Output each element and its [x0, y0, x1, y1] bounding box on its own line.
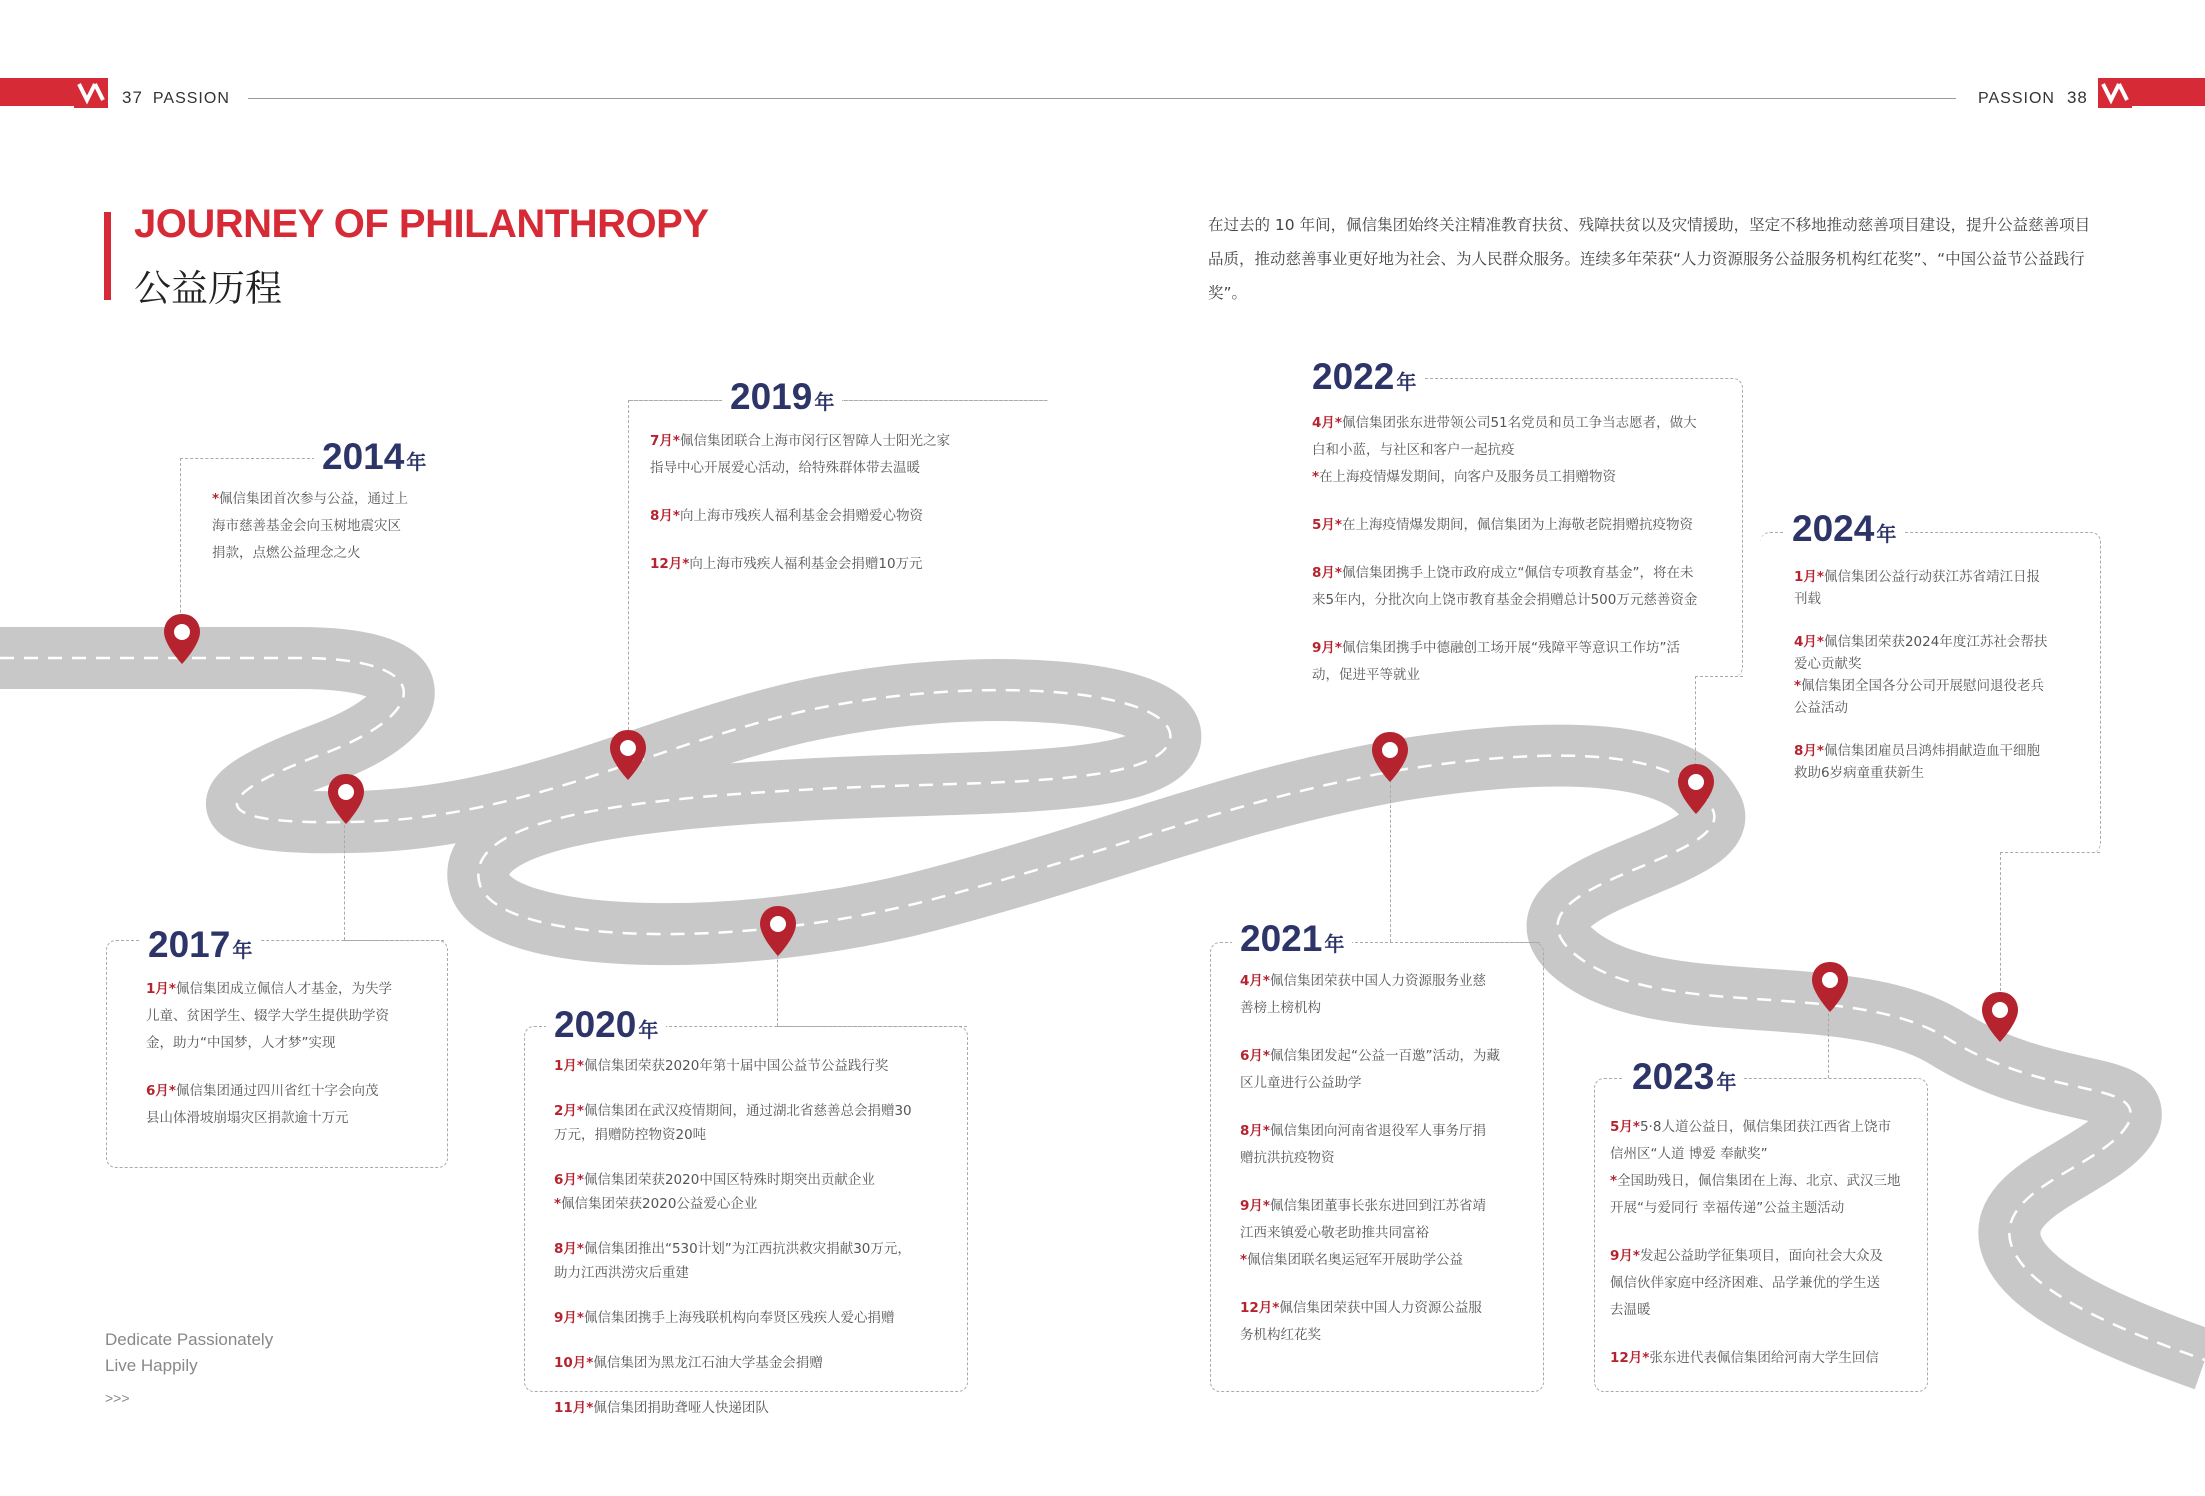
- timeline-entry: [146, 1078, 446, 1132]
- entry-line: 4月*佩信集团荣获2024年度江苏社会帮扶: [1794, 634, 2048, 650]
- entry-line: 12月*佩信集团荣获中国人力资源公益服: [1240, 1300, 1482, 1316]
- entry-month: 8月: [650, 508, 673, 524]
- entry-line: 善榜上榜机构: [1240, 1000, 1321, 1016]
- bullet-star: *: [682, 556, 690, 572]
- entry-month: 1月: [146, 981, 169, 997]
- entry-line: 8月*向上海市残疾人福利基金会捐赠爱心物资: [650, 508, 923, 524]
- connector-2014-h: [180, 458, 320, 459]
- entry-month: 4月: [1312, 415, 1335, 431]
- bullet-star: *: [1272, 1300, 1280, 1316]
- map-pin-icon: [1810, 960, 1850, 1014]
- entry-month: 9月: [1240, 1198, 1263, 1214]
- entry-line: 6月*佩信集团通过四川省红十字会向茂: [146, 1083, 379, 1099]
- year-2017: 2017 年: [140, 924, 260, 971]
- entry-line: 公益活动: [1794, 700, 1848, 716]
- bullet-star: *: [1262, 1048, 1270, 1064]
- entry-line: 11月*佩信集团捐助聋哑人快递团队: [554, 1400, 769, 1416]
- page-title-en: JOURNEY OF PHILANTHROPY: [134, 202, 709, 246]
- map-pin-icon: [1370, 730, 1410, 784]
- bullet-star: *: [1312, 469, 1320, 485]
- entry-month: 6月: [1240, 1048, 1263, 1064]
- timeline-entry: [1610, 1114, 1930, 1222]
- bullet-star: *: [576, 1103, 584, 1119]
- entry-month: 12月: [650, 556, 683, 572]
- entry-line: *全国助残日，佩信集团在上海、北京、武汉三地: [1610, 1173, 1901, 1189]
- entry-month: 5月: [1312, 517, 1335, 533]
- bullet-star: *: [1816, 743, 1824, 759]
- bullet-star: *: [1262, 1198, 1270, 1214]
- map-pin-icon: [758, 904, 798, 958]
- section-label-right: PASSION: [1978, 90, 2055, 107]
- entry-line: 8月*佩信集团雇员吕鸿炜捐献造血干细胞: [1794, 743, 2040, 759]
- bullet-star: *: [554, 1196, 562, 1212]
- entry-month: 4月: [1240, 973, 1263, 989]
- map-pin-icon: [162, 612, 202, 666]
- entry-month: 12月: [1610, 1350, 1643, 1366]
- entry-line: *佩信集团联名奥运冠军开展助学公益: [1240, 1252, 1464, 1268]
- bullet-star: *: [1262, 973, 1270, 989]
- entry-line: 5月*5·8人道公益日，佩信集团获江西省上饶市: [1610, 1119, 1891, 1135]
- bullet-star: *: [1632, 1119, 1640, 1135]
- entry-month: 1月: [554, 1058, 577, 1074]
- entry-line: 佩信伙伴家庭中经济困难、品学兼优的学生送: [1610, 1275, 1880, 1291]
- year-2014: 2014 年: [314, 436, 434, 483]
- entry-month: 6月: [554, 1172, 577, 1188]
- entry-line: 12月*向上海市残疾人福利基金会捐赠10万元: [650, 556, 923, 572]
- entry-line: 2月*佩信集团在武汉疫情期间，通过湖北省慈善总会捐赠30: [554, 1103, 912, 1119]
- timeline-entry: [1312, 410, 1742, 491]
- timeline-entry: [1240, 1118, 1540, 1172]
- bullet-star: *: [1240, 1252, 1248, 1268]
- entry-line: 动，促进平等就业: [1312, 667, 1420, 683]
- timeline-entry: [650, 503, 1050, 530]
- entries-2022: [1312, 410, 1742, 710]
- timeline-entry: [1312, 635, 1742, 689]
- entry-line: 来5年内，分批次向上饶市教育基金会捐赠总计500万元慈善资金: [1312, 592, 1698, 608]
- timeline-entry: [554, 1168, 974, 1216]
- entries-2019: [650, 428, 1050, 599]
- map-pin-icon: [1676, 762, 1716, 816]
- timeline-entry: [1610, 1345, 1930, 1372]
- entry-line: 10月*佩信集团为黑龙江石油大学基金会捐赠: [554, 1355, 823, 1371]
- entry-line: 县山体滑坡崩塌灾区捐款逾十万元: [146, 1110, 349, 1126]
- bullet-star: *: [586, 1400, 594, 1416]
- map-pin-icon: [1980, 990, 2020, 1044]
- entry-month: 8月: [554, 1241, 577, 1257]
- map-pin-icon: [326, 772, 366, 826]
- timeline-entry: [554, 1099, 974, 1147]
- bullet-star: *: [576, 1241, 584, 1257]
- entry-line: 去温暖: [1610, 1302, 1651, 1318]
- timeline-entry: [1610, 1243, 1930, 1324]
- timeline-entry: [1240, 1193, 1540, 1274]
- connector-2014: [180, 458, 181, 638]
- connector-2019: [628, 400, 629, 745]
- bullet-star: *: [1334, 565, 1342, 581]
- entry-line: 救助6岁病童重获新生: [1794, 765, 1925, 781]
- entry-month: 5月: [1610, 1119, 1633, 1135]
- timeline-entry: [554, 1306, 974, 1330]
- bullet-star: *: [576, 1310, 584, 1326]
- entry-line: 区儿童进行公益助学: [1240, 1075, 1362, 1091]
- bullet-star: *: [1816, 569, 1824, 585]
- entry-line: *佩信集团全国各分公司开展慰问退役老兵: [1794, 678, 2045, 694]
- bullet-star: *: [1334, 640, 1342, 656]
- year-2023: 2023 年: [1624, 1056, 1744, 1103]
- entry-line: 8月*佩信集团携手上饶市政府成立“佩信专项教育基金”，将在未: [1312, 565, 1694, 581]
- entry-line: 4月*佩信集团张东进带领公司51名党员和员工争当志愿者，做大: [1312, 415, 1697, 431]
- timeline-entry: [1312, 512, 1742, 539]
- bullet-star: *: [168, 981, 176, 997]
- entry-month: 2月: [554, 1103, 577, 1119]
- bullet-star: *: [1816, 634, 1824, 650]
- timeline-entry: [146, 976, 446, 1057]
- page-number-left: 37: [122, 88, 143, 107]
- entry-line: 儿童、贫困学生、辍学大学生提供助学资: [146, 1008, 389, 1024]
- footer-slogan-2: Live Happily: [105, 1356, 198, 1375]
- entry-line: 爱心贡献奖: [1794, 656, 1862, 672]
- entry-line: 12月*张东进代表佩信集团给河南大学生回信: [1610, 1350, 1879, 1366]
- entry-line: 助力江西洪涝灾后重建: [554, 1265, 689, 1281]
- entry-line: 9月*发起公益助学征集项目，面向社会大众及: [1610, 1248, 1883, 1264]
- page-title-cn: 公益历程: [134, 267, 282, 310]
- entries-2024: [1794, 566, 2094, 805]
- entry-month: 9月: [1312, 640, 1335, 656]
- entry-month: 4月: [1794, 634, 1817, 650]
- year-2024: 2024 年: [1784, 508, 1904, 555]
- entry-line: 开展“与爱同行 幸福传递”公益主题活动: [1610, 1200, 1845, 1216]
- year-2021: 2021 年: [1232, 918, 1352, 965]
- entry-line: 8月*佩信集团推出“530计划”为江西抗洪救灾捐献30万元，: [554, 1241, 911, 1257]
- entry-month: 9月: [554, 1310, 577, 1326]
- entry-month: 11月: [554, 1400, 587, 1416]
- bullet-star: *: [1610, 1173, 1618, 1189]
- bullet-star: *: [1262, 1123, 1270, 1139]
- timeline-entry: [1794, 740, 2094, 784]
- bullet-star: *: [1642, 1350, 1650, 1366]
- entry-line: 指导中心开展爱心活动，给特殊群体带去温暖: [650, 460, 920, 476]
- bullet-star: *: [1794, 678, 1802, 694]
- timeline-entry: [554, 1054, 974, 1078]
- entry-line: 白和小蓝，与社区和客户一起抗疫: [1312, 442, 1515, 458]
- entries-2014: [212, 486, 462, 588]
- entry-month: 7月: [650, 433, 673, 449]
- entry-line: 9月*佩信集团董事长张东进回到江苏省靖: [1240, 1198, 1486, 1214]
- timeline-entry: [650, 551, 1050, 578]
- entry-month: 8月: [1794, 743, 1817, 759]
- entry-line: 6月*佩信集团发起“公益一百邀”活动，为藏: [1240, 1048, 1500, 1064]
- entry-month: 9月: [1610, 1248, 1633, 1264]
- entries-2023: [1610, 1114, 1930, 1393]
- entry-month: 8月: [1240, 1123, 1263, 1139]
- year-2019: 2019 年: [722, 376, 842, 423]
- entries-2017: [146, 976, 446, 1153]
- bullet-star: *: [1632, 1248, 1640, 1264]
- entry-line: 6月*佩信集团荣获2020中国区特殊时期突出贡献企业: [554, 1172, 875, 1188]
- entry-line: 万元，捐赠防控物资20吨: [554, 1127, 707, 1143]
- entry-month: 8月: [1312, 565, 1335, 581]
- entry-line: 信州区“人道 博爱 奉献奖”: [1610, 1146, 1768, 1162]
- entry-line: 9月*佩信集团携手上海残联机构向奉贤区残疾人爱心捐赠: [554, 1310, 895, 1326]
- timeline-entry: [650, 428, 1050, 482]
- entry-line: 1月*佩信集团荣获2020年第十届中国公益节公益践行奖: [554, 1058, 889, 1074]
- entry-line: 1月*佩信集团公益行动获江苏省靖江日报: [1794, 569, 2040, 585]
- entry-month: 12月: [1240, 1300, 1273, 1316]
- entry-line: *在上海疫情爆发期间，向客户及服务员工捐赠物资: [1312, 469, 1617, 485]
- footer-slogan-1: Dedicate Passionately: [105, 1330, 274, 1349]
- entry-line: 9月*佩信集团携手中德融创工场开展“残障平等意识工作坊”活: [1312, 640, 1680, 656]
- bullet-star: *: [212, 491, 220, 507]
- timeline-entry: [554, 1396, 974, 1420]
- entry-line: 刊载: [1794, 591, 1821, 607]
- entries-2021: [1240, 968, 1540, 1370]
- connector-2021: [1390, 780, 1391, 942]
- entry-line: *佩信集团首次参与公益，通过上: [212, 491, 409, 507]
- bullet-star: *: [586, 1355, 594, 1371]
- bullet-star: *: [672, 508, 680, 524]
- bullet-star: *: [1334, 415, 1342, 431]
- entry-month: 10月: [554, 1355, 587, 1371]
- entry-line: 海市慈善基金会向玉树地震灾区: [212, 518, 401, 534]
- timeline-entry: [1794, 566, 2094, 610]
- entry-month: 6月: [146, 1083, 169, 1099]
- entry-line: 8月*佩信集团向河南省退役军人事务厅捐: [1240, 1123, 1486, 1139]
- entries-2020: [554, 1054, 974, 1441]
- entry-line: 7月*佩信集团联合上海市闵行区智障人士阳光之家: [650, 433, 950, 449]
- entry-line: 赠抗洪抗疫物资: [1240, 1150, 1335, 1166]
- entry-line: 5月*在上海疫情爆发期间，佩信集团为上海敬老院捐赠抗疫物资: [1312, 517, 1693, 533]
- bullet-star: *: [1334, 517, 1342, 533]
- timeline-entry: [554, 1351, 974, 1375]
- entry-line: 1月*佩信集团成立佩信人才基金，为失学: [146, 981, 392, 997]
- entry-month: 1月: [1794, 569, 1817, 585]
- entry-line: 金，助力“中国梦，人才梦”实现: [146, 1035, 336, 1051]
- timeline-entry: [1240, 968, 1540, 1022]
- connector-2017: [344, 820, 345, 940]
- timeline-entry: [554, 1237, 974, 1285]
- bullet-star: *: [576, 1172, 584, 1188]
- timeline-entry: [1794, 631, 2094, 719]
- year-2020: 2020 年: [546, 1004, 666, 1051]
- section-label-left: PASSION: [152, 90, 230, 107]
- timeline-entry: [1240, 1043, 1540, 1097]
- entry-line: 4月*佩信集团荣获中国人力资源服务业慈: [1240, 973, 1486, 989]
- year-2022: 2022 年: [1304, 356, 1424, 403]
- bullet-star: *: [576, 1058, 584, 1074]
- timeline-entry: [1312, 560, 1742, 614]
- entry-line: 务机构红花奖: [1240, 1327, 1321, 1343]
- entry-line: 捐款，点燃公益理念之火: [212, 545, 361, 561]
- timeline-entry: [212, 486, 462, 567]
- page-number-right: 38: [2066, 88, 2088, 107]
- timeline-entry: [1240, 1295, 1540, 1349]
- entry-line: *佩信集团荣获2020公益爱心企业: [554, 1196, 758, 1212]
- intro-paragraph: 在过去的 10 年间，佩信集团始终关注精准教育扶贫、残障扶贫以及灾情援助，坚定不移地推动慈善项目建设，提升公益慈善项目品质，推动慈善事业更好地为社会、为人民群众服务。连续多年荣获“人力资源服务公益服务机构红花奖”、“中国公益节公益践行奖”。: [1208, 216, 2091, 302]
- bullet-star: *: [672, 433, 680, 449]
- bullet-star: *: [168, 1083, 176, 1099]
- footer-arrows: >>>: [105, 1390, 130, 1406]
- map-pin-icon: [608, 728, 648, 782]
- entry-line: 江西来镇爱心敬老助推共同富裕: [1240, 1225, 1429, 1241]
